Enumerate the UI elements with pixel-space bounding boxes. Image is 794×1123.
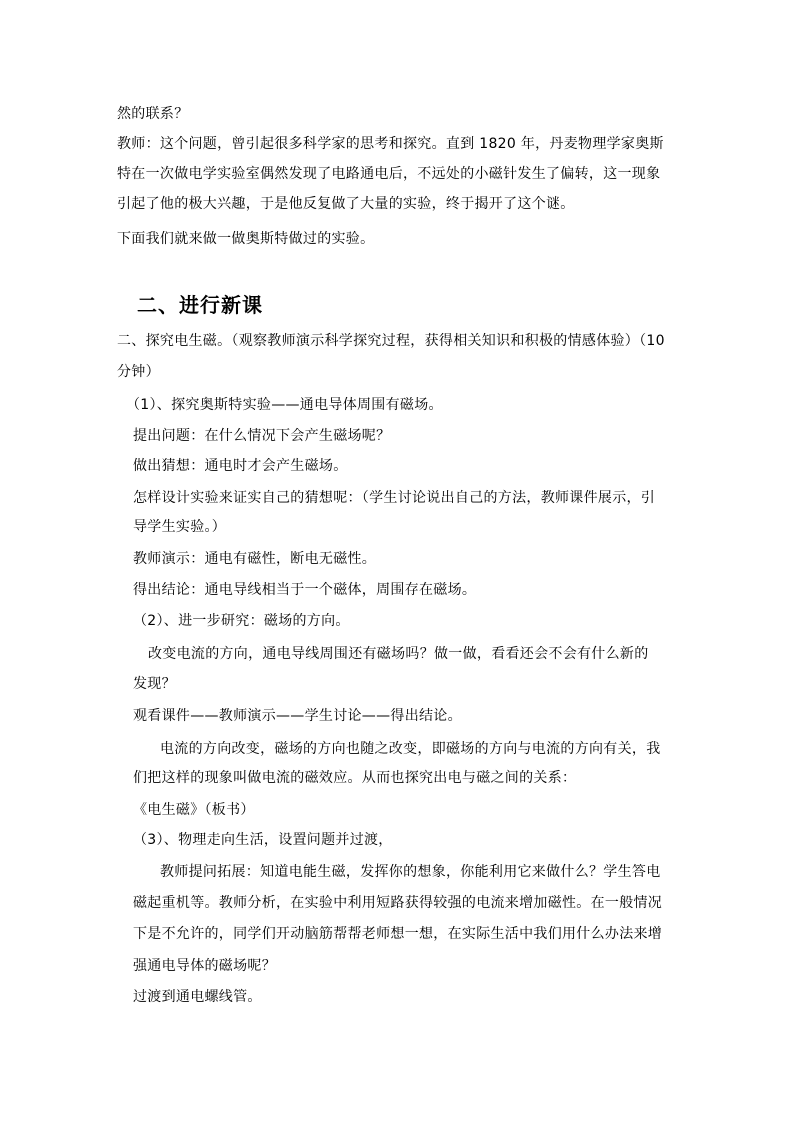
text-line: 改变电流的方向，通电导线周围还有磁场吗？做一做，看看还会不会有什么新的	[148, 646, 649, 662]
text-line: 做出猜想：通电时才会产生磁场。	[133, 458, 348, 474]
text-line: 发现？	[133, 676, 176, 692]
text-line: （3）、物理走向生活，设置问题并过渡，	[133, 832, 393, 848]
text-line: 怎样设计实验来证实自己的猜想呢：（学生讨论说出自己的方法，教师课件展示，引	[133, 490, 656, 506]
text-line: 提出问题：在什么情况下会产生磁场呢？	[133, 428, 391, 444]
text-line: 下面我们就来做一做奥斯特做过的实验。	[117, 231, 375, 247]
text-line: 分钟）	[117, 364, 160, 380]
text-line: 强通电导体的磁场呢？	[133, 958, 276, 974]
text-line: 过渡到通电螺线管。	[133, 989, 262, 1005]
text-line: 得出结论：通电导线相当于一个磁体，周围存在磁场。	[133, 582, 477, 598]
text-line: 导学生实验。）	[133, 519, 227, 535]
text-line: 然的联系？	[117, 106, 189, 122]
text-line: 教师提问拓展：知道电能生磁，发挥你的想象，你能利用它来做什么？学生答电	[160, 864, 661, 880]
section-heading: 二、进行新课	[137, 293, 263, 317]
text-line: 磁起重机等。教师分析，在实验中利用短路获得较强的电流来增加磁性。在一般情况	[133, 895, 663, 911]
text-line: 引起了他的极大兴趣，于是他反复做了大量的实验，终于揭开了这个谜。	[117, 196, 575, 212]
text-line: （1）、探究奥斯特实验——通电导体周围有磁场。	[126, 397, 443, 413]
text-line: 二、探究电生磁。（观察教师演示科学探究过程，获得相关知识和积极的情感体验）（10	[117, 333, 665, 349]
text-line: 电流的方向改变，磁场的方向也随之改变，即磁场的方向与电流的方向有关，我	[160, 741, 661, 757]
text-line: 教师演示：通电有磁性，断电无磁性。	[133, 551, 377, 567]
text-line: 特在一次做电学实验室偶然发现了电路通电后，不远处的小磁针发生了偏转，这一现象	[117, 166, 661, 182]
text-line: 们把这样的现象叫做电流的磁效应。从而也探究出电与磁之间的关系：	[133, 770, 577, 786]
text-line: 教师：这个问题，曾引起很多科学家的思考和探究。直到 1820 年，丹麦物理学家奥斯	[117, 136, 664, 152]
text-line: 观看课件——教师演示——学生讨论——得出结论。	[133, 708, 462, 724]
text-line: （2）、进一步研究：磁场的方向。	[133, 613, 350, 629]
text-line: 《电生磁》（板书）	[133, 802, 255, 818]
text-line: 下是不允许的，同学们开动脑筋帮帮老师想一想，在实际生活中我们用什么办法来增	[133, 926, 663, 942]
